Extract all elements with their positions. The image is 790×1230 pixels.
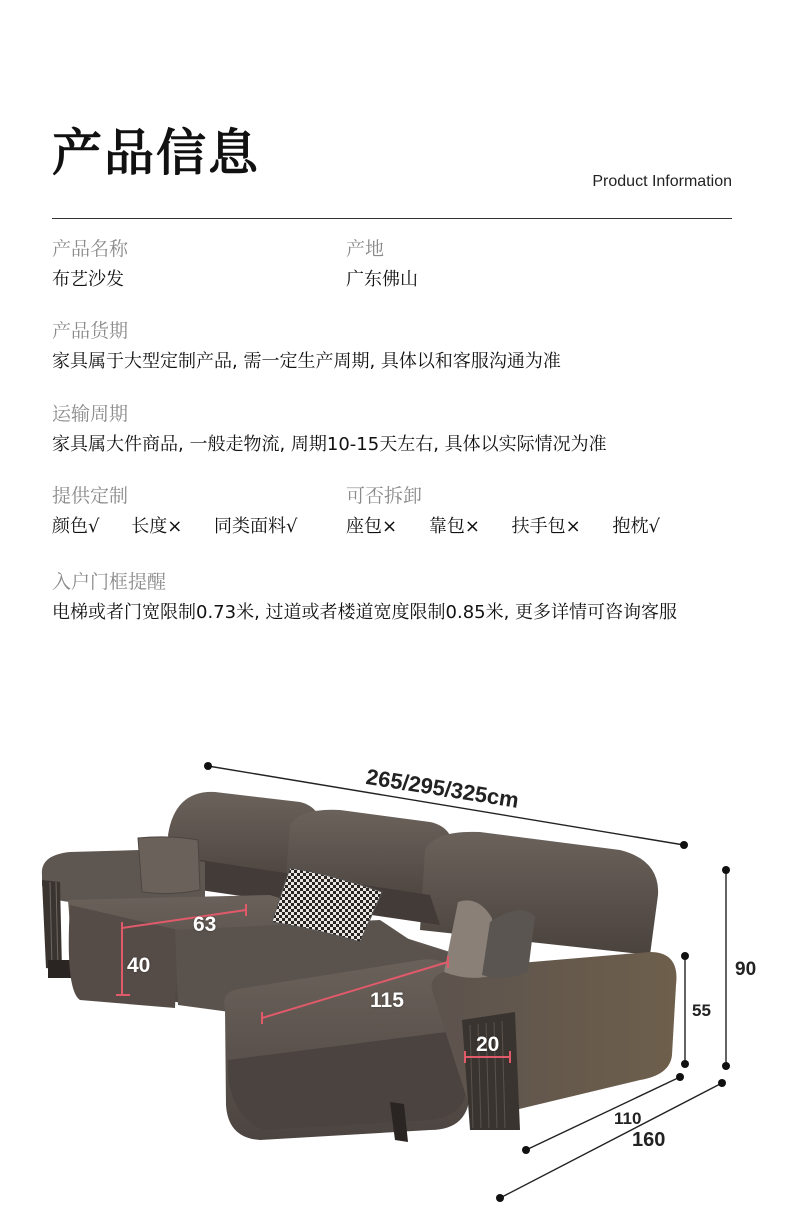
removable-item: 座包× xyxy=(346,516,398,537)
removable-item: 扶手包× xyxy=(511,516,581,537)
customization-item: 颜色√ xyxy=(52,516,100,537)
pillow-left xyxy=(138,837,200,894)
product-name-label: 产品名称 xyxy=(52,238,129,260)
seat-depth-label: 63 xyxy=(193,913,217,936)
delivery-label: 产品货期 xyxy=(52,320,129,342)
customization-item: 同类面料√ xyxy=(214,516,298,537)
page-title: 产品信息 xyxy=(52,124,260,182)
length-label: 265/295/325cm xyxy=(364,764,521,813)
divider xyxy=(52,218,732,219)
sofa-dimension-figure xyxy=(0,690,790,1226)
customization-label: 提供定制 xyxy=(52,485,129,507)
delivery-value: 家具属于大型定制产品, 需一定生产周期, 具体以和客服沟通为准 xyxy=(52,351,561,372)
customization-item: 长度× xyxy=(131,516,183,537)
armrest-width-label: 20 xyxy=(476,1033,500,1056)
door-frame-value: 电梯或者门宽限制0.73米, 过道或者楼道宽度限制0.85米, 更多详情可咨询客服 xyxy=(52,602,678,623)
sofa-right-arm xyxy=(432,952,677,1130)
arm-height-label: 55 xyxy=(692,1001,711,1020)
total-depth-label: 160 xyxy=(632,1129,666,1151)
door-frame-label: 入户门框提醒 xyxy=(52,571,167,593)
chaise-depth-label: 110 xyxy=(614,1109,642,1128)
removable-item: 抱枕√ xyxy=(612,516,660,537)
product-name-value: 布艺沙发 xyxy=(52,269,124,290)
arm-height-dimension xyxy=(681,952,689,1068)
removable-values xyxy=(346,518,660,536)
chaise-length-label: 115 xyxy=(370,989,404,1012)
total-height-dimension xyxy=(722,866,730,1070)
customization-values xyxy=(52,518,298,536)
total-height-label: 90 xyxy=(735,959,757,980)
shipping-label: 运输周期 xyxy=(52,403,129,425)
removable-label: 可否拆卸 xyxy=(346,485,423,507)
seat-height-label: 40 xyxy=(127,954,151,977)
origin-label: 产地 xyxy=(346,238,385,260)
origin-value: 广东佛山 xyxy=(346,269,418,290)
removable-item: 靠包× xyxy=(428,516,480,537)
page-subtitle: Product Information xyxy=(592,173,732,190)
shipping-value: 家具属大件商品, 一般走物流, 周期10-15天左右, 具体以实际情况为准 xyxy=(52,434,607,455)
